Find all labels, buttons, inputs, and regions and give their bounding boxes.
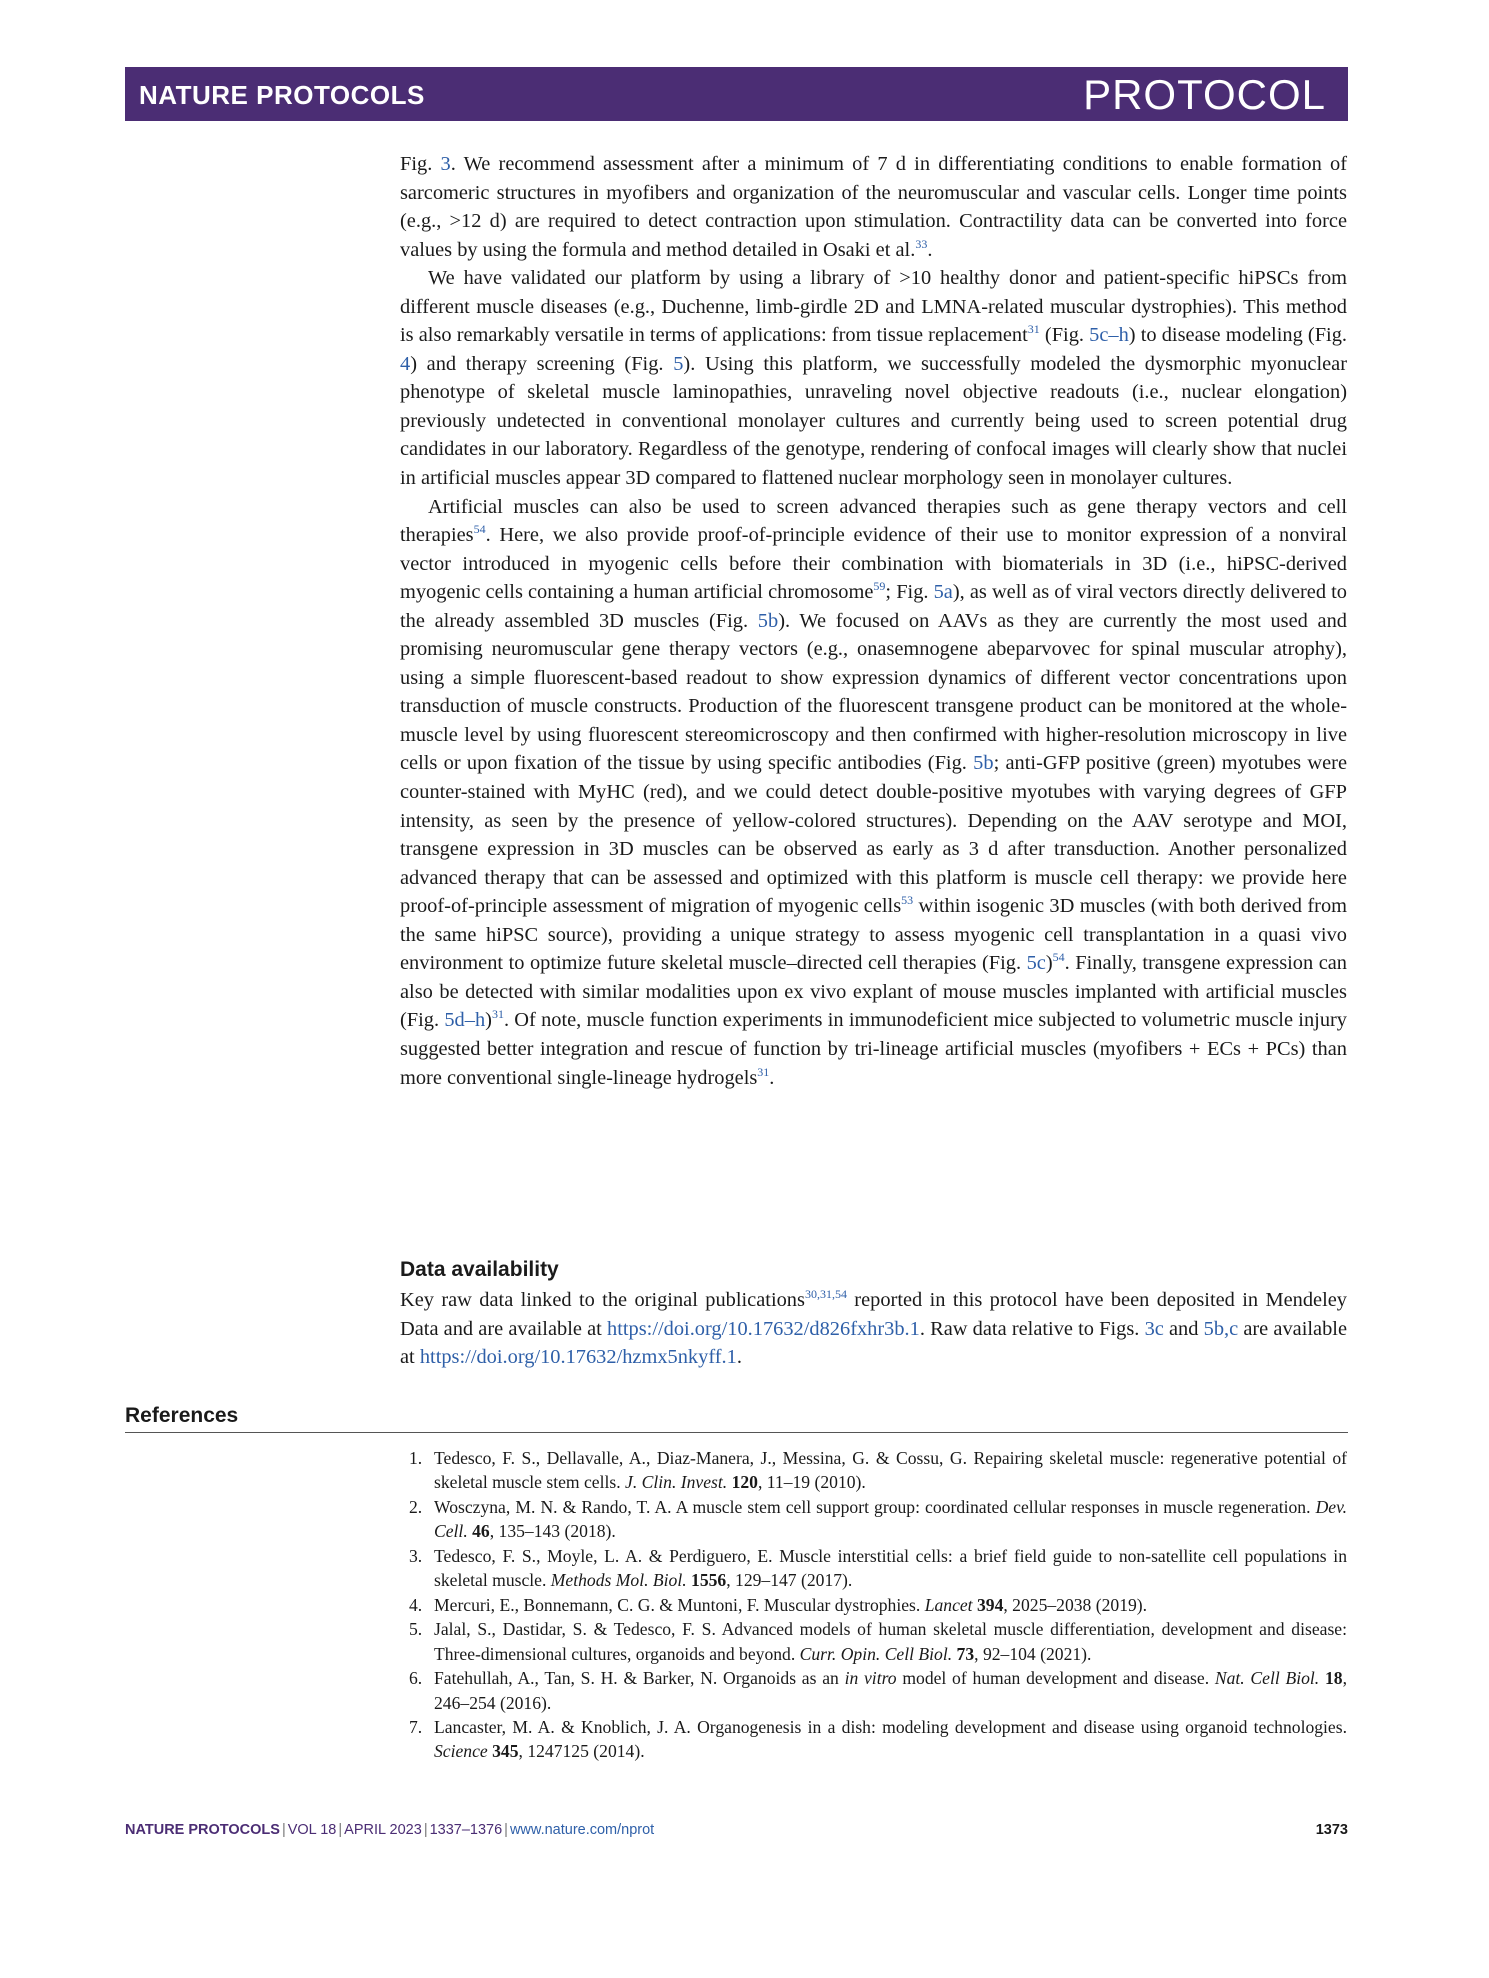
reference-pages: , 11–19 (2010).: [757, 1472, 866, 1493]
citation-link[interactable]: 31: [491, 1007, 504, 1022]
reference-pages: , 2025–2038 (2019).: [1003, 1594, 1148, 1615]
figure-link[interactable]: 5c–h: [1089, 324, 1129, 347]
reference-volume: 18: [1324, 1668, 1343, 1689]
figure-link[interactable]: 5c: [1026, 952, 1046, 975]
text-run: Artificial muscles can also be used to screen advanced therapies such as gene therapy vectors and cell therapies: [400, 495, 1347, 547]
reference-pages: , 246–254 (2016).: [434, 1668, 1347, 1713]
text-run: . Here, we also provide proof-of-principle evidence of their use to monitor expression of a nonviral vector introduced in myogenic cells before their combination with biomaterials in 3D (i.e., hiPSC-derived myogenic cells containing a human artificial chromosome: [400, 524, 1347, 604]
text-run: Key raw data linked to the original publications: [400, 1289, 805, 1311]
citation-link[interactable]: 33: [915, 236, 928, 251]
text-run: ). Using this platform, we successfully modeled the dysmorphic myonuclear phenotype of skeletal muscle laminopathies, unraveling novel objective readouts (i.e., nuclear elongation) previously undetected in conventional monolayer cultures and currently being used to screen potential drug candidates in our laboratory. Regardless of the genotype, rendering of confocal images will clearly show that nuclei in artificial muscles appear 3D compared to flattened nuclear morphology seen in monolayer cultures.: [400, 352, 1348, 490]
footer-date: APRIL 2023: [344, 1822, 422, 1838]
citation-link[interactable]: 53: [901, 893, 914, 908]
reference-authors-title: Jalal, S., Dastidar, S. & Tedesco, F. S. Advanced models of human skeletal muscle differentiation, development and disease: Three-dimensional cultures, organoids and beyond.: [434, 1619, 1347, 1664]
citation-link[interactable]: 59: [873, 579, 886, 594]
paragraph-2: [400, 264, 1347, 492]
reference-journal: Methods Mol. Biol.: [550, 1570, 687, 1591]
reference-journal: J. Clin. Invest.: [625, 1472, 728, 1493]
figure-link[interactable]: 5a: [933, 581, 953, 604]
citation-link[interactable]: 54: [1052, 950, 1065, 965]
footer-separator: |: [504, 1822, 508, 1838]
text-run: . Of note, muscle function experiments in immunodeficient mice subjected to volumetric muscle injury suggested better integration and rescue of function by tri-lineage artificial muscles (myofibers + ECs + PCs) than more conventional single-lineage hydrogels: [400, 1009, 1347, 1089]
footer-separator: |: [281, 1822, 286, 1838]
main-text: [400, 150, 1347, 1092]
reference-journal: Curr. Opin. Cell Biol.: [799, 1643, 953, 1664]
doi-link[interactable]: https://doi.org/10.17632/hzmx5nkyff.1: [419, 1346, 737, 1369]
reference-item: [400, 1593, 1347, 1617]
text-run: within isogenic 3D muscles (with both derived from the same hiPSC source), providing a unique strategy to assess myogenic cell transplantation in a quasi vivo environment to optimize future skeletal muscle–directed cell therapies (Fig.: [400, 895, 1348, 975]
references-heading: References: [125, 1404, 239, 1427]
reference-journal: Science: [434, 1741, 488, 1762]
data-availability-text: [400, 1286, 1347, 1372]
paragraph-1: [400, 150, 1347, 264]
text-run: and: [1163, 1317, 1204, 1340]
reference-italic-term: in vitro: [844, 1668, 897, 1689]
reference-volume: 1556: [691, 1570, 727, 1591]
reference-authors-title: Fatehullah, A., Tan, S. H. & Barker, N. Organoids as an: [434, 1668, 845, 1689]
text-run: are available at: [400, 1317, 1347, 1369]
reference-number: 3.: [409, 1545, 423, 1566]
paragraph-3: [400, 493, 1347, 1092]
reference-authors-title: Wosczyna, M. N. & Rando, T. A. A muscle stem cell support group: coordinated cellular responses in muscle regeneration.: [434, 1496, 1316, 1517]
text-run: .: [769, 1066, 775, 1089]
footer-url-link[interactable]: www.nature.com/nprot: [509, 1822, 655, 1838]
citation-link[interactable]: 54: [473, 522, 486, 537]
reference-authors-title: Mercuri, E., Bonnemann, C. G. & Muntoni, F. Muscular dystrophies.: [434, 1594, 925, 1615]
reference-pages: , 135–143 (2018).: [489, 1521, 616, 1542]
citation-link[interactable]: 30,31,54: [804, 1287, 847, 1301]
text-run: . Finally, transgene expression can also be detected with similar modalities upon ex vivo explant of mouse muscles implanted with artificial muscles (Fig.: [400, 952, 1347, 1032]
reference-journal: Lancet: [924, 1594, 973, 1615]
text-run: . Raw data relative to Figs.: [919, 1317, 1145, 1340]
citation-link[interactable]: 31: [1027, 322, 1040, 337]
figure-link[interactable]: 5: [673, 352, 684, 375]
figure-link[interactable]: 5b,c: [1203, 1317, 1239, 1340]
reference-item: [400, 1715, 1347, 1763]
reference-number: 1.: [409, 1448, 423, 1468]
reference-authors-title: Lancaster, M. A. & Knoblich, J. A. Organogenesis in a dish: modeling development and disease using organoid technologies.: [434, 1717, 1347, 1738]
text-run: ) and therapy screening (Fig.: [410, 352, 674, 375]
reference-pages: , 1247125 (2014).: [518, 1741, 645, 1762]
text-run: reported in this protocol have been deposited in Mendeley Data and are available at: [400, 1289, 1348, 1340]
reference-number: 2.: [409, 1496, 423, 1517]
reference-volume: 46: [472, 1521, 490, 1542]
text-run: ): [1045, 952, 1053, 975]
text-run: Fig.: [400, 153, 441, 175]
reference-volume: 120: [731, 1472, 758, 1493]
reference-pages: , 92–104 (2021).: [974, 1643, 1092, 1664]
footer-separator: |: [423, 1822, 428, 1838]
footer-pages: 1337–1376: [429, 1822, 503, 1838]
footer-volume: VOL 18: [287, 1822, 337, 1838]
text-run: .: [927, 238, 933, 261]
reference-volume: 73: [956, 1643, 975, 1664]
reference-number: 6.: [409, 1668, 423, 1689]
reference-journal: Nat. Cell Biol.: [1214, 1668, 1320, 1689]
reference-number: 7.: [409, 1717, 423, 1738]
text-run: We have validated our platform by using a library of >10 healthy donor and patient-specific hiPSCs from different muscle diseases (e.g., Duchenne, limb-girdle 2D and LMNA-related muscular dystrophies). This method is also remarkably versatile in terms of applications: from tissue replacement: [400, 267, 1347, 347]
journal-name: NATURE PROTOCOLS: [139, 80, 425, 110]
reference-volume: 394: [976, 1594, 1004, 1615]
citation-link[interactable]: 31: [757, 1064, 770, 1079]
figure-link[interactable]: 4: [400, 352, 411, 375]
text-run: ) to disease modeling (Fig.: [1128, 324, 1347, 347]
reference-journal: Dev. Cell.: [434, 1496, 1347, 1542]
text-run: ). We focused on AAVs as they are currently the most used and promising neuromuscular gene therapy vectors (e.g., onasemnogene abeparvovec for spinal muscular atrophy), using a simple fluorescent-based readout to show expression dynamics of different vector concentrations upon transduction of muscle constructs. Production of the fluorescent transgene product can be monitored at the whole-muscle level by using fluorescent stereomicroscopy and then confirmed with higher-resolution microscopy in live cells or upon fixation of the tissue by using specific antibodies (Fig.: [400, 609, 1347, 775]
reference-item: [400, 1666, 1347, 1714]
reference-number: 5.: [409, 1619, 423, 1640]
text-run: ; Fig.: [885, 581, 934, 604]
footer-journal: NATURE PROTOCOLS: [125, 1822, 280, 1838]
data-availability-heading: Data availability: [400, 1258, 559, 1281]
reference-item: [400, 1495, 1347, 1543]
figure-link[interactable]: 5b: [757, 609, 779, 632]
doi-link[interactable]: https://doi.org/10.17632/d826fxhr3b.1: [607, 1317, 920, 1340]
reference-item: [400, 1446, 1347, 1494]
text-run: ; anti-GFP positive (green) myotubes were counter-stained with MyHC (red), and we could detect double-positive myotubes with varying degrees of GFP intensity, as seen by the presence of yellow-colored structures). Depending on the AAV serotype and MOI, transgene expression in 3D muscles can be observed as early as 3 d after transduction. Another personalized advanced therapy that can be assessed and optimized with this platform is muscle cell therapy: we provide here proof-of-principle assessment of migration of myogenic cells: [400, 752, 1347, 918]
page-number: 1373: [1315, 1822, 1348, 1838]
figure-link[interactable]: 3c: [1144, 1317, 1164, 1340]
reference-authors-title: Tedesco, F. S., Moyle, L. A. & Perdiguero, E. Muscle interstitial cells: a brief field guide to non-satellite cell populations in skeletal muscle.: [434, 1545, 1347, 1591]
figure-link[interactable]: 5b: [973, 752, 994, 775]
reference-volume: 345: [492, 1741, 519, 1762]
references-divider: [125, 1432, 1348, 1433]
page-footer: [125, 1822, 1348, 1838]
text-run: ): [485, 1009, 492, 1032]
text-run: .: [736, 1346, 742, 1369]
reference-authors-title: Tedesco, F. S., Dellavalle, A., Diaz-Manera, J., Messina, G. & Cossu, G. Repairing skeletal muscle: regenerative potential of skeletal muscle stem cells.: [434, 1448, 1347, 1493]
figure-link[interactable]: 5d–h: [444, 1009, 486, 1032]
reference-item: [400, 1617, 1347, 1665]
text-run: (Fig.: [1039, 324, 1090, 347]
reference-number: 4.: [409, 1594, 423, 1615]
figure-link[interactable]: 3: [440, 153, 451, 175]
article-type: PROTOCOL: [1083, 71, 1326, 118]
text-run: ), as well as of viral vectors directly delivered to the already assembled 3D muscles (Fig.: [400, 581, 1347, 632]
footer-separator: |: [338, 1822, 343, 1838]
journal-banner: [125, 67, 1348, 121]
reference-list: [400, 1446, 1347, 1764]
reference-authors-title: model of human development and disease.: [896, 1668, 1215, 1689]
reference-item: [400, 1544, 1347, 1592]
reference-pages: , 129–147 (2017).: [726, 1570, 853, 1591]
text-run: . We recommend assessment after a minimum of 7 d in differentiating conditions to enable formation of sarcomeric structures in myofibers and organization of the neuromuscular and vascular cells. Longer time points (e.g., >12 d) are required to detect contraction upon stimulation. Contractility data can be converted into force values by using the formula and method detailed in Osaki et al.: [400, 153, 1347, 261]
